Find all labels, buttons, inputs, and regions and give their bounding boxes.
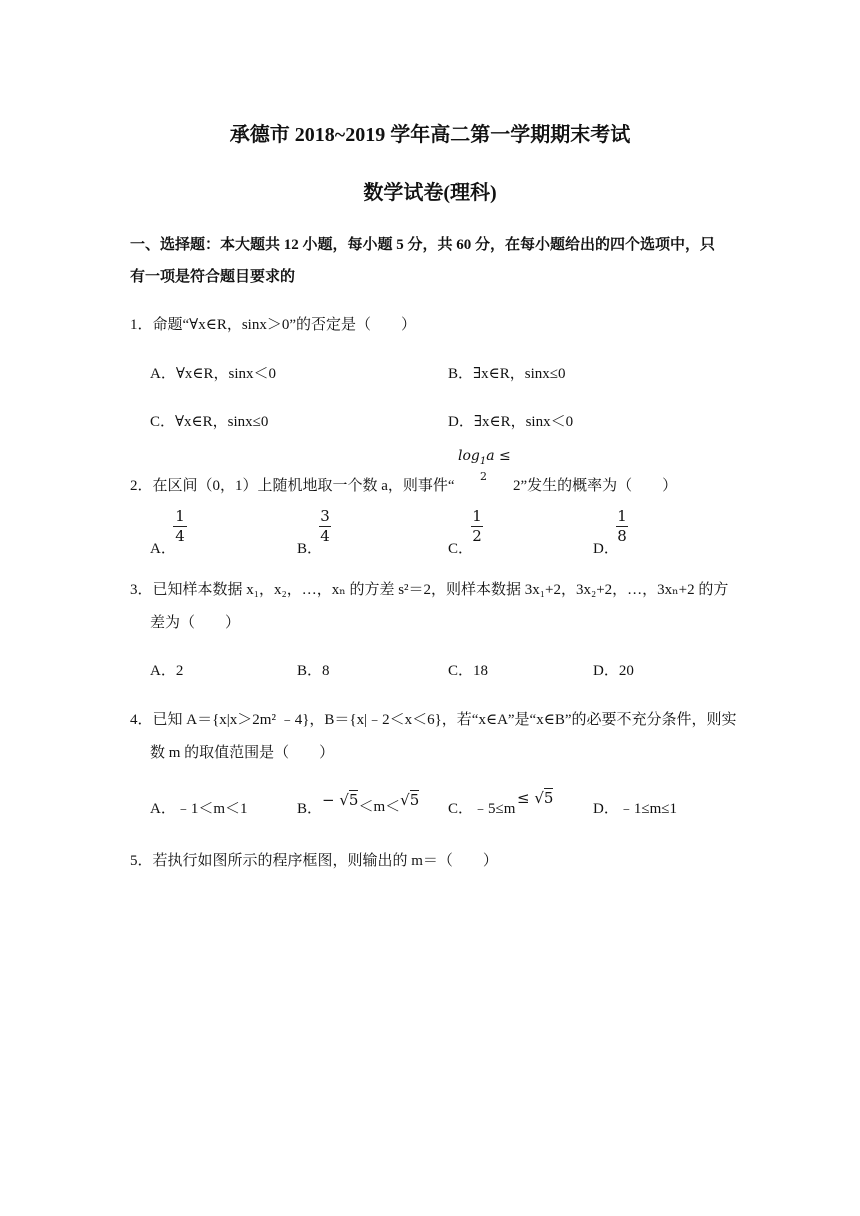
sqrt-symbol: √5 bbox=[339, 791, 359, 809]
le-sign: ≤ bbox=[517, 789, 530, 807]
question-2-option-d-label: D． bbox=[593, 541, 619, 557]
fraction-numerator: 1 bbox=[175, 507, 185, 525]
fraction-denominator: 4 bbox=[175, 527, 185, 545]
question-3-stem-line2: 差为（ ） bbox=[150, 615, 241, 631]
question-4-option-b-expression bbox=[322, 789, 420, 815]
fraction-numerator: 1 bbox=[617, 507, 627, 525]
question-1-option-c: C．∀x∈R，sinx≤0 bbox=[150, 414, 269, 430]
sqrt-symbol: √5 bbox=[534, 789, 554, 807]
question-2-option-c-label: C． bbox=[448, 541, 474, 557]
fraction-denominator: 2 bbox=[472, 527, 482, 545]
inequality-middle: ＜m＜ bbox=[358, 799, 401, 815]
section-heading-line1: 一、选择题：本大题共 12 小题，每小题 5 分，共 60 分，在每小题给出的四个选项中，只 bbox=[130, 237, 716, 253]
question-4-option-c-label: C．﹣5≤m bbox=[448, 801, 516, 817]
fraction-numerator: 3 bbox=[320, 507, 330, 525]
question-3-option-a: A．2 bbox=[150, 663, 184, 679]
log-base: 1 bbox=[479, 455, 487, 467]
fraction-denominator: 4 bbox=[320, 527, 330, 545]
question-2-log-expression bbox=[458, 448, 511, 467]
question-3-option-c: C．18 bbox=[448, 663, 489, 679]
question-4-option-a: A．﹣1＜m＜1 bbox=[150, 801, 248, 817]
question-3-stem-line1: 3．已知样本数据 x₁，x₂，…，xₙ 的方差 s²＝2，则样本数据 3x₁+2，3x₂+2，…，3xₙ+2 的方 bbox=[130, 582, 729, 598]
question-2-option-c-fraction bbox=[471, 508, 483, 544]
question-1-option-a: A．∀x∈R，sinx＜0 bbox=[150, 366, 276, 382]
question-4-option-d: D．﹣1≤m≤1 bbox=[593, 801, 677, 817]
question-3-option-b: B．8 bbox=[297, 663, 330, 679]
question-4-option-b-label: B． bbox=[297, 801, 323, 817]
fraction-numerator: 1 bbox=[472, 507, 482, 525]
log-text: log bbox=[458, 448, 480, 464]
question-2-option-a-label: A． bbox=[150, 541, 176, 557]
question-2-log-base-denominator: 2 bbox=[480, 470, 487, 483]
question-4-stem-line1: 4．已知 A＝{x|x＞2m² ﹣4}，B＝{x|﹣2＜x＜6}，若“x∈A”是“x∈B”的必要不充分条件，则实 bbox=[130, 712, 737, 728]
sqrt-radicand: 5 bbox=[409, 791, 420, 809]
section-heading-line2: 有一项是符合题目要求的 bbox=[130, 269, 296, 285]
question-2-stem-post: 2”发生的概率为（ ） bbox=[513, 478, 678, 494]
question-4-stem-line2: 数 m 的取值范围是（ ） bbox=[150, 745, 335, 761]
sqrt-radicand: 5 bbox=[543, 789, 554, 807]
exam-title: 承德市 2018~2019 学年高二第一学期期末考试 bbox=[229, 124, 631, 146]
sqrt-symbol: √5 bbox=[400, 791, 420, 809]
sqrt-radicand: 5 bbox=[348, 791, 359, 809]
question-1-stem: 1．命题“∀x∈R，sinx＞0”的否定是（ ） bbox=[130, 317, 416, 333]
log-after: a ≤ bbox=[486, 448, 511, 464]
question-2-stem-pre: 2．在区间（0，1）上随机地取一个数 a，则事件“ bbox=[130, 478, 455, 494]
question-1-option-b: B．∃x∈R，sinx≤0 bbox=[448, 366, 566, 382]
exam-subtitle: 数学试卷(理科) bbox=[363, 182, 497, 204]
minus-sign: − bbox=[322, 791, 335, 809]
question-5-stem: 5．若执行如图所示的程序框图，则输出的 m＝（ ） bbox=[130, 853, 498, 869]
question-2-option-a-fraction bbox=[173, 508, 187, 544]
fraction-denominator: 8 bbox=[617, 527, 627, 545]
question-2-option-b-label: B． bbox=[297, 541, 323, 557]
question-1-option-d: D．∃x∈R，sinx＜0 bbox=[448, 414, 574, 430]
question-2-option-b-fraction bbox=[319, 508, 331, 544]
question-2-option-d-fraction bbox=[616, 508, 628, 544]
question-4-option-c-expression bbox=[517, 789, 553, 807]
question-3-option-d: D．20 bbox=[593, 663, 634, 679]
